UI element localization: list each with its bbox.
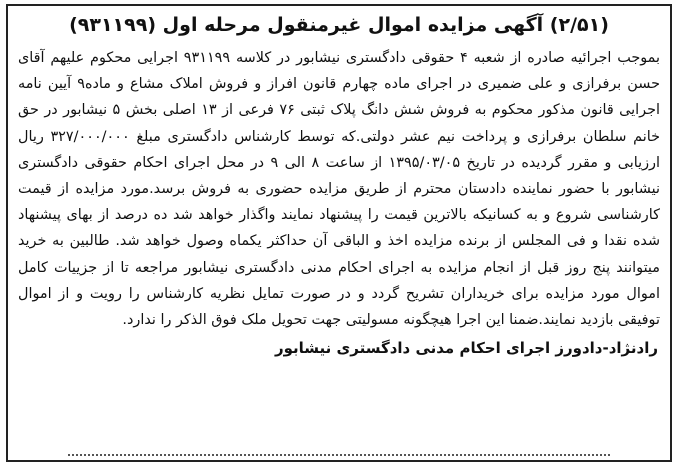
notice-body: بموجب اجرائیه صادره از شعبه ۴ حقوقی دادگستری نیشابور در کلاسه ۹۳۱۱۹۹ اجرایی محکوم علیهم آقای حسن برفرازی و علی ضمیری در اجرای ماده چهارم قانون افراز و فروش املاک مشاع و ماده۹ آیین نامه اجرایی قانون مذکور محکوم به فروش شش دانگ پلاک ثبتی ۷۶ فرعی از ۱۳ اصلی بخش ۵ نیشابور در حق خانم سلطان برفرازی و پرداخت نیم عشر دولتی.که توسط کارشناس دادگستری مبلغ ۳۲۷/۰۰۰/۰۰۰ ریال ارزیابی و مقرر گردیده در تاریخ ۱۳۹۵/۰۳/۰۵ از ساعت ۸ الی ۹ در محل اجرای احکام حقوقی دادگستری نیشابور با حضور نماینده دادستان محترم از طریق مزایده حضوری به فروش برسد.مورد مزایده از قیمت کارشناسی شروع و به کسانیکه بالاترین قیمت را پیشنهاد نمایند واگذار خواهد شد ده درصد از بهای پیشنهاد شده نقدا و فی المجلس از برنده مزایده اخذ و الباقی آن حداکثر یکماه وصول خواهد شد. طالبین به خرید میتوانند پنج روز قبل از انجام مزایده به اجرای احکام مدنی دادگستری نیشابور مراجعه تا از جزییات کامل اموال مورد مزایده برای خریداران تشریح گردد و در صورت تمایل نظریه کارشناس را رویت و از اموال توفیقی بازدید نمایند.ضمنا این اجرا هیچگونه مسولیتی جهت تحویل ملک فوق الذکر را ندارد. (18, 50, 660, 329)
auction-notice (6, 4, 672, 462)
notice-signature: رادنژاد-دادورز اجرای احکام مدنی دادگستری نیشابور (274, 339, 658, 358)
dotted-divider (68, 454, 610, 456)
notice-title: (۲/۵۱) آگهی مزایده اموال غیرمنقول مرحله اول (۹۳۱۱۹۹) (69, 14, 609, 36)
